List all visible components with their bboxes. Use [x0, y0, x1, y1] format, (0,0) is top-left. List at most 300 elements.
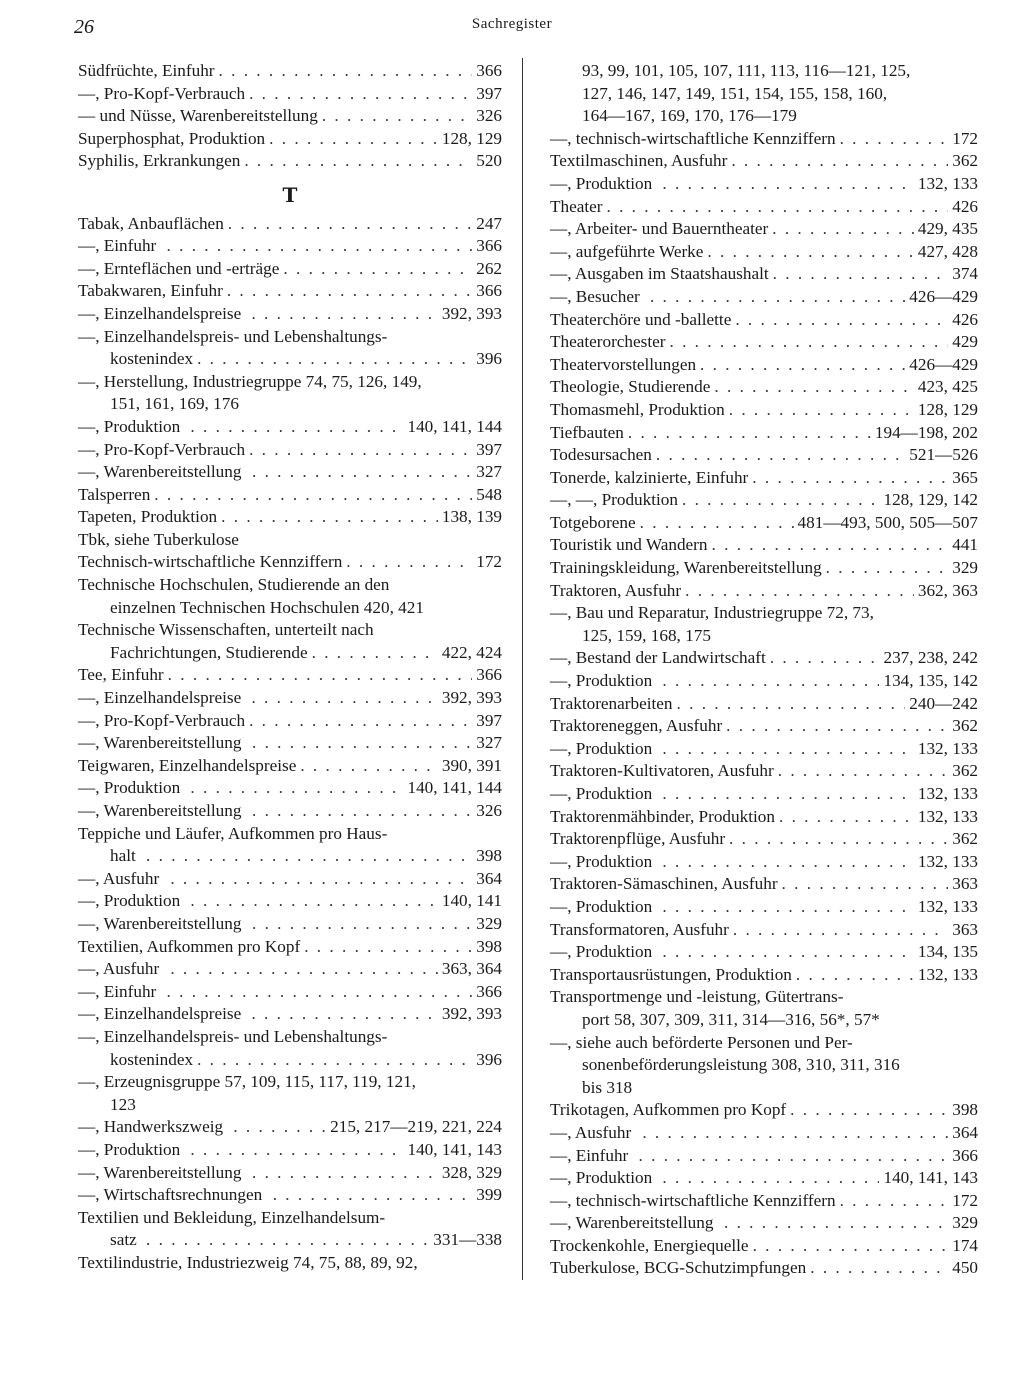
- page-reference: 366: [476, 236, 502, 256]
- leader-dots: [790, 1099, 948, 1122]
- index-entry: [550, 670, 978, 693]
- index-entry: [550, 150, 978, 173]
- index-entry: [550, 218, 978, 241]
- index-column-right: [550, 60, 978, 1280]
- leader-dots: [682, 489, 880, 512]
- entry-term: Totgeborene: [550, 512, 636, 532]
- entry-term: Textilien und Bekleidung, Einzelhandelsum-: [78, 1207, 386, 1227]
- index-entry: [78, 913, 502, 936]
- page-reference: 396: [476, 1049, 502, 1069]
- entry-continuation: [110, 393, 502, 416]
- entry-term-continued: 151, 161, 169, 176: [110, 394, 239, 414]
- entry-term: Trikotagen, Aufkommen pro Kopf: [550, 1100, 787, 1120]
- page-reference: 374: [952, 264, 978, 284]
- entry-term: —, Pro-Kopf-Verbrauch: [78, 83, 246, 103]
- page-reference: 363: [952, 919, 978, 939]
- entry-term: Traktoreneggen, Ausfuhr: [550, 716, 723, 736]
- leader-dots: [167, 981, 473, 1004]
- page-reference: 390, 391: [441, 755, 502, 775]
- index-entry: [78, 83, 502, 106]
- index-entry: [550, 534, 978, 557]
- index-entry: [78, 60, 502, 83]
- leader-dots: [170, 958, 438, 981]
- leader-dots: [249, 439, 472, 462]
- entry-term: —, technisch-wirtschaftliche Kennziffern: [550, 1190, 836, 1210]
- page-reference: 362: [952, 716, 978, 736]
- page-reference: 134, 135: [917, 942, 978, 962]
- index-entry: [550, 309, 978, 332]
- entry-term: —, technisch-wirtschaftliche Kennziffern: [550, 128, 836, 148]
- index-entry: [550, 489, 978, 512]
- index-entry: [78, 484, 502, 507]
- entry-term: —, Produktion: [550, 738, 653, 758]
- index-entry: [550, 1122, 978, 1145]
- page-reference: 429, 435: [917, 219, 978, 239]
- page-number: 26: [74, 16, 94, 38]
- entry-term: —, Wirtschaftsrechnungen: [78, 1185, 263, 1205]
- page-reference: 329: [476, 913, 502, 933]
- entry-term: —, Produktion: [78, 1139, 181, 1159]
- index-entry: [550, 760, 978, 783]
- entry-term: —, aufgeführte Werke: [550, 241, 704, 261]
- index-entry: [550, 512, 978, 535]
- index-entry: [78, 823, 502, 868]
- leader-dots: [733, 919, 948, 942]
- entry-term: Traktoren-Kultivatoren, Ausfuhr: [550, 761, 774, 781]
- entry-term: Transportausrüstungen, Produktion: [550, 964, 792, 984]
- leader-dots: [312, 642, 438, 665]
- index-entry: [78, 326, 502, 371]
- index-entry: [78, 800, 502, 823]
- leader-dots: [252, 800, 472, 823]
- index-entry: [78, 1139, 502, 1162]
- page-reference: 397: [476, 83, 502, 103]
- index-entry: [550, 964, 978, 987]
- leader-dots: [656, 444, 905, 467]
- page-reference: 398: [476, 936, 502, 956]
- index-entry: [550, 376, 978, 399]
- leader-dots: [283, 258, 472, 281]
- leader-dots: [251, 687, 437, 710]
- continuation-line: 164—167, 169, 170, 176—179: [582, 106, 797, 126]
- leader-dots: [273, 1184, 473, 1207]
- continuation-line: 127, 146, 147, 149, 151, 154, 155, 158, 160,: [582, 83, 888, 103]
- leader-dots: [304, 936, 472, 959]
- leader-dots: [729, 399, 914, 422]
- index-entry: [78, 258, 502, 281]
- index-entry: [78, 213, 502, 236]
- page-reference: 140, 141, 144: [407, 778, 502, 798]
- leader-dots: [146, 1229, 429, 1252]
- entry-term-continued: kostenindex: [110, 1049, 194, 1069]
- leader-dots: [796, 964, 914, 987]
- page-reference: 426: [952, 309, 978, 329]
- leader-dots: [840, 1190, 949, 1213]
- index-entry: [550, 828, 978, 851]
- entries-t-continued: [550, 60, 978, 1280]
- entry-term: —, Ausgaben im Staatshaushalt: [550, 264, 769, 284]
- leader-dots: [227, 280, 472, 303]
- entry-term: Tbk, siehe Tuberkulose: [78, 529, 239, 549]
- entry-term: —, Einzelhandelspreis- und Lebenshaltungs-: [78, 326, 388, 346]
- index-entry: [550, 422, 978, 445]
- entry-term-continued: 125, 159, 168, 175: [582, 625, 711, 645]
- leader-dots: [640, 512, 794, 535]
- index-entry: [78, 619, 502, 664]
- page-reference: 132, 133: [917, 173, 978, 193]
- index-entry: [550, 1099, 978, 1122]
- entry-term: —, Produktion: [550, 173, 653, 193]
- section-letter-t: T: [282, 182, 298, 207]
- leader-dots: [251, 1003, 437, 1026]
- page-reference: 140, 141, 144: [407, 416, 502, 436]
- index-entry: [550, 331, 978, 354]
- leader-dots: [779, 806, 914, 829]
- entry-term: Superphosphat, Produktion: [78, 128, 266, 148]
- index-column-left: [78, 60, 502, 1274]
- page-reference: 362: [952, 761, 978, 781]
- entry-continuation: [110, 597, 502, 620]
- entry-term: —, Arbeiter- und Bauerntheater: [550, 219, 769, 239]
- index-entry: [78, 755, 502, 778]
- index-entry: [78, 981, 502, 1004]
- entry-term: Teigwaren, Einzelhandelspreise: [78, 755, 297, 775]
- page-reference: 138, 139: [441, 507, 502, 527]
- entry-continuation: [582, 1077, 978, 1100]
- page-reference: 363, 364: [441, 959, 502, 979]
- leader-dots: [300, 755, 438, 778]
- entry-term: —, Produktion: [78, 778, 181, 798]
- entry-term: —, siehe auch beförderte Personen und Per-: [550, 1032, 853, 1052]
- page-reference: 366: [476, 665, 502, 685]
- entry-term: —, Ernteflächen und -erträge: [78, 258, 280, 278]
- page-reference: 247: [476, 213, 502, 233]
- index-entry: [550, 286, 978, 309]
- page-reference: 426: [952, 196, 978, 216]
- page-reference: 363: [952, 874, 978, 894]
- entry-term: Transformatoren, Ausfuhr: [550, 919, 729, 939]
- page-reference: 426—429: [909, 354, 978, 374]
- index-entry: [550, 738, 978, 761]
- index-entry: [550, 602, 978, 647]
- index-entry: [550, 693, 978, 716]
- page-reference: 366: [476, 981, 502, 1001]
- entry-term: Todesursachen: [550, 445, 652, 465]
- entry-term: —, Warenbereitstellung: [78, 733, 242, 753]
- index-entry: [550, 1145, 978, 1168]
- page-reference: 362: [952, 151, 978, 171]
- page-reference: 329: [952, 1213, 978, 1233]
- page-reference: 327: [476, 462, 502, 482]
- entry-term-continued: port 58, 307, 309, 311, 314—316, 56*, 57*: [582, 1009, 880, 1029]
- leader-dots: [190, 890, 437, 913]
- page-reference: 397: [476, 439, 502, 459]
- index-entry: [550, 941, 978, 964]
- page-reference: 441: [952, 535, 978, 555]
- entry-term: —, Produktion: [78, 416, 181, 436]
- entry-term: Textilien, Aufkommen pro Kopf: [78, 936, 301, 956]
- leader-dots: [168, 664, 473, 687]
- entry-term: Touristik und Wandern: [550, 535, 708, 555]
- entry-term: Transportmenge und -leistung, Gütertrans-: [550, 987, 844, 1007]
- page-reference: 520: [476, 151, 502, 171]
- entry-term: Thomasmehl, Produktion: [550, 399, 725, 419]
- index-entry: [550, 1032, 978, 1100]
- page-reference: 262: [476, 258, 502, 278]
- entry-term: Technische Wissenschaften, unterteilt nach: [78, 620, 374, 640]
- entry-term: —, Warenbereitstellung: [78, 462, 242, 482]
- leader-dots: [735, 309, 948, 332]
- entry-term: Trainingskleidung, Warenbereitstellung: [550, 558, 822, 578]
- page-reference: 140, 141, 143: [883, 1168, 978, 1188]
- page-reference: 132, 133: [917, 896, 978, 916]
- entry-term: Textilmaschinen, Ausfuhr: [550, 151, 728, 171]
- entry-continuation: [110, 348, 502, 371]
- index-entry: [78, 128, 502, 151]
- entry-term: —, Warenbereitstellung: [78, 913, 242, 933]
- leader-dots: [190, 1139, 403, 1162]
- page-reference: 194—198, 202: [874, 422, 978, 442]
- entry-term: —, Einfuhr: [78, 236, 157, 256]
- page-reference: 128, 129: [441, 128, 502, 148]
- entry-continuation: 123: [110, 1094, 136, 1114]
- index-entry: [550, 1212, 978, 1235]
- entry-term: —, Einfuhr: [78, 981, 157, 1001]
- page-reference: 399: [476, 1185, 502, 1205]
- entry-term-continued: Fachrichtungen, Studierende: [110, 642, 308, 662]
- entry-term: —, Pro-Kopf-Verbrauch: [78, 439, 246, 459]
- page-reference: 237, 238, 242: [883, 648, 978, 668]
- index-entry: [550, 919, 978, 942]
- page-reference: 172: [952, 1190, 978, 1210]
- entry-term: Südfrüchte, Einfuhr: [78, 61, 215, 80]
- entry-continuation: satz . . . 331—338: [110, 1229, 502, 1252]
- entry-term: —, Herstellung, Industriegruppe 74, 75, 126, 149,: [78, 371, 422, 391]
- entry-term: —, Warenbereitstellung: [78, 1162, 242, 1182]
- entry-term: —, Ausfuhr: [78, 868, 160, 888]
- page-reference: 366: [476, 61, 502, 80]
- leader-dots: [726, 715, 948, 738]
- entry-continuation: [582, 1009, 978, 1032]
- page-reference: 364: [476, 868, 502, 888]
- page-reference: 548: [476, 484, 502, 504]
- index-entry: [550, 241, 978, 264]
- page-reference: 362: [952, 829, 978, 849]
- page-reference: 423, 425: [917, 377, 978, 397]
- page-reference: 172: [476, 552, 502, 572]
- leader-dots: [662, 941, 913, 964]
- leader-dots: [252, 732, 472, 755]
- leader-dots: [714, 376, 913, 399]
- leader-dots: [190, 416, 403, 439]
- index-entry: [550, 986, 978, 1031]
- entry-term: Tabak, Anbauflächen: [78, 213, 224, 233]
- page-reference: 132, 133: [917, 738, 978, 758]
- page-reference: 366: [476, 281, 502, 301]
- leader-dots: [772, 218, 914, 241]
- entry-term: Technisch-wirtschaftliche Kennziffern: [78, 552, 343, 572]
- index-entry: [78, 371, 502, 416]
- page-reference: 328, 329: [441, 1162, 502, 1182]
- page-reference: 331—338: [433, 1230, 502, 1250]
- leader-dots: [249, 83, 472, 106]
- leader-dots: [170, 868, 472, 891]
- leader-dots: [228, 213, 472, 236]
- index-entry: [550, 873, 978, 896]
- page-reference: 140, 141: [441, 891, 502, 911]
- leader-dots: [753, 1235, 949, 1258]
- page-reference: 392, 393: [441, 1004, 502, 1024]
- entry-term: —, Produktion: [550, 671, 653, 691]
- page-reference: 429: [952, 332, 978, 352]
- leader-dots: [146, 845, 472, 868]
- leader-dots: [707, 241, 913, 264]
- index-entry: [550, 580, 978, 603]
- leader-dots: [197, 1049, 472, 1072]
- page-reference: 172: [952, 128, 978, 148]
- leader-dots: [322, 105, 472, 128]
- leader-dots: [729, 828, 948, 851]
- page-reference: 481—493, 500, 505—507: [797, 512, 978, 532]
- page-reference: 398: [476, 846, 502, 866]
- index-entry: [78, 1184, 502, 1207]
- leader-dots: [251, 303, 437, 326]
- entry-term: Trockenkohle, Energiequelle: [550, 1235, 749, 1255]
- entry-term: —, Ausfuhr: [78, 959, 160, 979]
- entry-term: Tapeten, Produktion: [78, 507, 218, 527]
- leader-dots: [219, 60, 473, 83]
- index-entry: [78, 105, 502, 128]
- entry-term: Theater: [550, 196, 603, 216]
- leader-dots: [724, 1212, 948, 1235]
- index-entry: [78, 416, 502, 439]
- entry-term: —, Produktion: [550, 784, 653, 803]
- index-entry: [550, 467, 978, 490]
- leader-dots: [773, 263, 949, 286]
- leader-dots: [190, 777, 403, 800]
- leader-dots: [782, 873, 949, 896]
- leader-dots: [770, 647, 880, 670]
- entry-term: Tiefbauten: [550, 422, 624, 442]
- leader-dots: [662, 738, 913, 761]
- page-reference: 392, 393: [441, 688, 502, 708]
- entry-term: —, Warenbereitstellung: [78, 801, 242, 820]
- index-entry: [78, 687, 502, 710]
- continuation-line: 93, 99, 101, 105, 107, 111, 113, 116—121, 125,: [582, 61, 911, 80]
- index-entry: [78, 732, 502, 755]
- entry-term: Tabakwaren, Einfuhr: [78, 281, 223, 301]
- entry-term: —, Einzelhandelspreise: [78, 688, 242, 708]
- index-entry: [78, 506, 502, 529]
- entry-term: —, Warenbereitstellung: [550, 1213, 714, 1233]
- index-entry: [550, 783, 978, 806]
- entry-term: Syphilis, Erkrankungen: [78, 151, 241, 171]
- entry-term: Textilindustrie, Industriezweig 74, 75, 88, 89, 92,: [78, 1252, 418, 1272]
- index-entry: [550, 806, 978, 829]
- entry-term: Talsperren: [78, 484, 151, 504]
- index-entry: [78, 1252, 502, 1275]
- index-entry: [78, 1162, 502, 1185]
- entry-continuation: [110, 1049, 502, 1072]
- page-reference: 326: [476, 106, 502, 126]
- entry-term: Technische Hochschulen, Studierende an den: [78, 575, 390, 595]
- entry-term: —, Einzelhandelspreise: [78, 1004, 242, 1024]
- page-reference: 132, 133: [917, 851, 978, 871]
- entry-term: —, Erzeugnisgruppe 57, 109, 115, 117, 119, 121,: [78, 1072, 416, 1092]
- page-reference: 240—242: [909, 693, 978, 713]
- page-reference: 397: [476, 710, 502, 730]
- page-reference: 174: [952, 1235, 978, 1255]
- entry-term-continued: kostenindex: [110, 349, 194, 369]
- leader-dots: [221, 506, 438, 529]
- page-reference: 215, 217—219, 221, 224: [330, 1117, 502, 1137]
- index-entry: [78, 1003, 502, 1026]
- page-reference: 134, 135, 142: [883, 671, 978, 691]
- leader-dots: [252, 461, 472, 484]
- leader-dots: [840, 128, 949, 151]
- page-reference: 426—429: [909, 286, 978, 306]
- page-reference: 329: [952, 558, 978, 578]
- entry-term-continued: sonenbeförderungsleistung 308, 310, 311, 316: [582, 1055, 900, 1075]
- leader-dots: [628, 422, 871, 445]
- index-entry: [78, 936, 502, 959]
- page-reference: 392, 393: [441, 303, 502, 323]
- index-entry: [78, 710, 502, 733]
- leader-dots: [197, 348, 472, 371]
- leader-dots: [662, 670, 879, 693]
- page-reference: 365: [952, 467, 978, 487]
- leader-dots: [244, 150, 472, 173]
- entry-term: — und Nüsse, Warenbereitstellung: [78, 106, 318, 126]
- entry-term: Theaterorchester: [550, 332, 666, 352]
- index-entry: [550, 557, 978, 580]
- leader-dots: [731, 150, 948, 173]
- leader-dots: [167, 235, 473, 258]
- leader-dots: [810, 1257, 948, 1280]
- index-entry: [550, 128, 978, 151]
- entry-term: —, Bau und Reparatur, Industriegruppe 72, 73,: [550, 603, 874, 623]
- entry-term-continued: einzelnen Technischen Hochschulen 420, 421: [110, 597, 424, 617]
- entry-term: Tonerde, kalzinierte, Einfuhr: [550, 467, 749, 487]
- index-entry: [78, 551, 502, 574]
- leader-dots: [700, 354, 905, 377]
- index-entry: [550, 399, 978, 422]
- leader-dots: [662, 1167, 879, 1190]
- leader-dots: [249, 710, 472, 733]
- page-reference: 327: [476, 733, 502, 753]
- entry-term: —, Ausfuhr: [550, 1122, 632, 1142]
- index-entry: [550, 263, 978, 286]
- leader-dots: [662, 851, 913, 874]
- entry-term: Traktorenarbeiten: [550, 693, 673, 713]
- index-entry: [78, 890, 502, 913]
- entry-continuation: [110, 642, 502, 665]
- leader-dots: [642, 1122, 948, 1145]
- leader-dots: [826, 557, 949, 580]
- entry-term: Traktorenpflüge, Ausfuhr: [550, 829, 726, 849]
- entry-term: —, Einzelhandelspreis- und Lebenshaltungs-: [78, 1026, 388, 1046]
- leader-dots: [677, 693, 906, 716]
- entry-continuation: [582, 1054, 978, 1077]
- entry-term: Traktoren-Sämaschinen, Ausfuhr: [550, 874, 778, 894]
- index-entry: [550, 173, 978, 196]
- index-entry: [78, 280, 502, 303]
- page-reference: 364: [952, 1122, 978, 1142]
- index-entry: [78, 439, 502, 462]
- index-entry: [78, 529, 502, 552]
- entry-term: Teppiche und Läufer, Aufkommen pro Haus-: [78, 823, 388, 843]
- column-divider: [522, 58, 523, 1280]
